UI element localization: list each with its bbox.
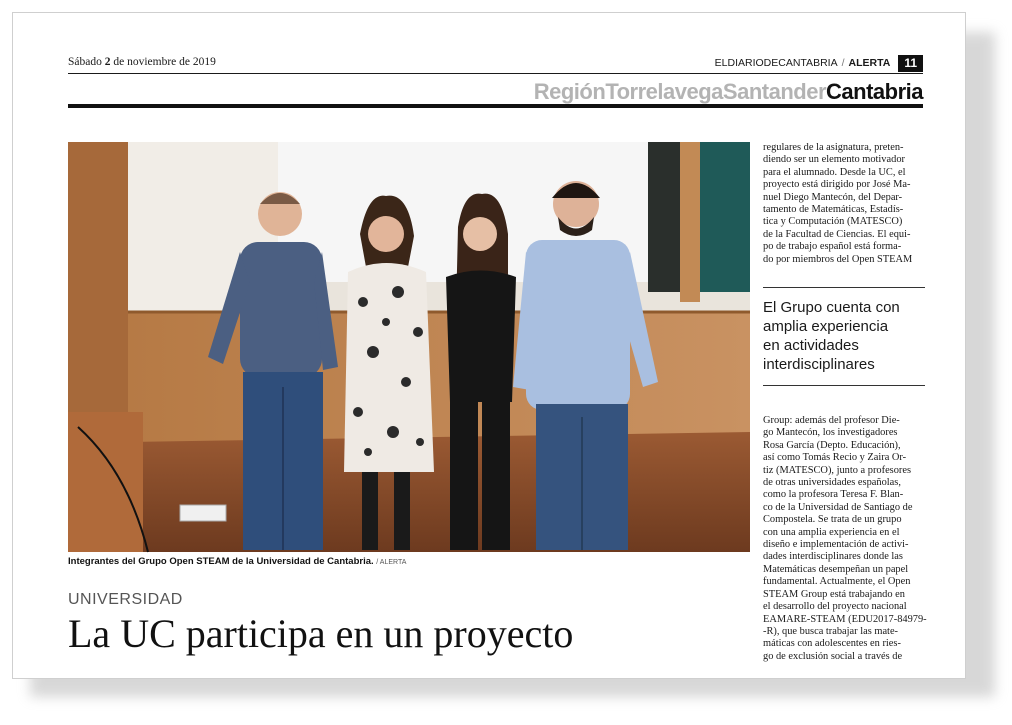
- header-line: [68, 55, 923, 74]
- body-line: fundamental. Actualmente, el Open: [763, 576, 911, 588]
- pull-quote-line: amplia experiencia: [763, 318, 889, 335]
- body-line: como la profesora Teresa F. Blan-: [763, 489, 904, 501]
- body-line: de otras universidades españolas,: [763, 477, 901, 489]
- body-line: go de exclusión social a través de: [763, 650, 903, 662]
- article-kicker: UNIVERSIDAD: [68, 591, 183, 608]
- pull-quote-line: El Grupo cuenta con: [763, 299, 900, 316]
- photo-caption: [68, 556, 750, 567]
- caption-text: Integrantes del Grupo Open STEAM de la Universidad de Cantabria.: [68, 556, 374, 567]
- body-line: así como Tomás Recio y Zaira Or-: [763, 452, 907, 464]
- masthead: [715, 55, 923, 71]
- body-line: de la Facultad de Ciencias. El equi-: [763, 228, 911, 240]
- column-bottom: [763, 415, 927, 662]
- section-santander: Santander: [722, 79, 827, 104]
- body-line: el desarrollo del proyecto nacional: [763, 601, 907, 613]
- body-line: Rosa García (Depto. Educación),: [763, 439, 901, 451]
- body-line: EAMARE-STEAM (EDU2017-84979-: [763, 613, 927, 625]
- group-photo-illustration: [68, 142, 750, 552]
- body-line: -R), que busca trabajar las mate-: [763, 625, 899, 637]
- photo-credit: / ALERTA: [376, 559, 407, 566]
- date-suffix: de noviembre de 2019: [113, 56, 216, 68]
- masthead-name: ELDIARIODECANTABRIA: [714, 57, 838, 69]
- body-line: Compostela. Se trata de un grupo: [763, 514, 902, 526]
- body-line: go Mantecón, los investigadores: [763, 427, 898, 439]
- body-line: dades interdisciplinares donde las: [763, 551, 903, 563]
- body-line: nuel Diego Mantecón, del Depar-: [763, 191, 903, 203]
- body-line: do por miembros del Open STEAM: [763, 253, 913, 265]
- date-day: 2: [104, 56, 111, 68]
- pull-quote-line: interdisciplinares: [763, 356, 875, 373]
- header-rule: [68, 104, 923, 108]
- section-cantabria: Cantabria: [826, 79, 923, 104]
- column-top: [763, 142, 925, 266]
- masthead-separator: /: [841, 57, 845, 69]
- issue-date: [68, 56, 216, 68]
- newspaper-page: [12, 12, 966, 679]
- body-line: diseño e implementación de activi-: [763, 539, 909, 551]
- section-region: Región: [533, 79, 606, 104]
- body-line: Group: además del profesor Die-: [763, 415, 900, 426]
- group-photo: [68, 142, 750, 552]
- body-line: co de la Universidad de Santiago de: [763, 501, 913, 513]
- body-line: STEAM Group está trabajando en: [763, 588, 905, 600]
- body-line: regulares de la asignatura, preten-: [763, 142, 904, 153]
- body-line: po de trabajo español está forma-: [763, 241, 902, 253]
- body-line: tamento de Matemáticas, Estadís-: [763, 204, 904, 216]
- page-number: 11: [898, 55, 923, 72]
- body-line: máticas con adolescentes en ries-: [763, 638, 901, 650]
- body-line: con una amplia experiencia en el: [763, 526, 900, 538]
- body-line: Matemáticas desempeñan un papel: [763, 563, 909, 575]
- article-headline: La UC participa en un proyecto: [68, 611, 574, 656]
- date-prefix: Sábado: [68, 56, 102, 68]
- section-tag: ALERTA: [848, 57, 891, 69]
- body-line: proyecto está dirigido por José Ma-: [763, 179, 911, 191]
- body-line: tiz (MATESCO), junto a profesores: [763, 464, 912, 476]
- section-nav: [534, 75, 923, 105]
- body-line: para el alumnado. Desde la UC, el: [763, 166, 906, 178]
- section-torrelavega: Torrelavega: [605, 79, 723, 104]
- body-line: tica y Computación (MATESCO): [763, 216, 903, 228]
- pull-quote-line: en actividades: [763, 337, 859, 354]
- pull-quote: [763, 287, 925, 386]
- body-line: diendo ser un elemento motivador: [763, 154, 905, 166]
